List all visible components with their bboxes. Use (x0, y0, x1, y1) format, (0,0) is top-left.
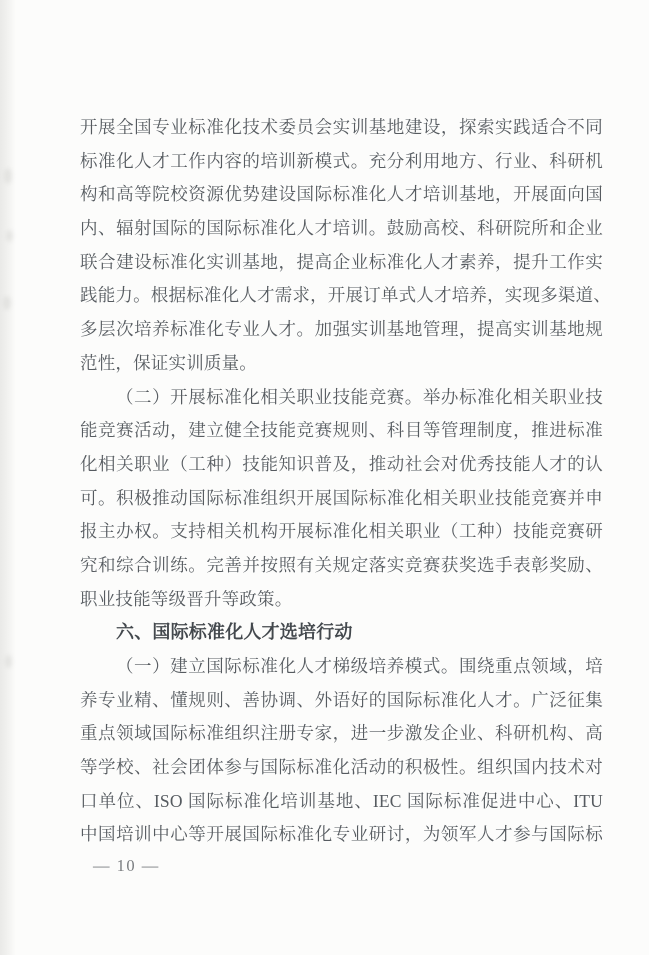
text-line: 究和综合训练。完善并按照有关规定落实竞赛获奖选手表彰奖励、 (80, 554, 603, 575)
text-line: 职业技能等级晋升等政策。 (80, 588, 293, 609)
text-line: 联合建设标准化实训基地，提高企业标准化人才素养，提升工作实 (80, 251, 603, 272)
scan-smudge (3, 296, 11, 310)
document-body (80, 111, 611, 852)
scan-smudge (6, 230, 13, 242)
text-line: （二）开展标准化相关职业技能竞赛。举办标准化相关职业技 (116, 386, 603, 407)
text-line: 内、辐射国际的国际标准化人才培训。鼓励高校、科研院所和企业 (80, 218, 603, 239)
scan-smudge (4, 168, 12, 184)
text-line: 化相关职业（工种）技能知识普及，推动社会对优秀技能人才的认 (80, 453, 603, 474)
text-line: 开展全国专业标准化技术委员会实训基地建设，探索实践适合不同 (80, 117, 603, 137)
scan-smudge (5, 655, 12, 668)
text-line: 等学校、社会团体参与国际标准化活动的积极性。组织国内技术对 (80, 757, 603, 778)
text-line: 可。积极推动国际标准组织开展国际标准化相关职业技能竞赛并申 (80, 487, 603, 508)
text-line: 报主办权。支持相关机构开展标准化相关职业（工种）技能竞赛研 (80, 521, 603, 542)
text-line: 口单位、ISO 国际标准化培训基地、IEC 国际标准促进中心、ITU (80, 790, 603, 811)
text-line: 构和高等院校资源优势建设国际标准化人才培训基地，开展面向国 (80, 184, 603, 205)
text-line: 养专业精、懂规则、善协调、外语好的国际标准化人才。广泛征集 (80, 689, 603, 710)
text-line: （一）建立国际标准化人才梯级培养模式。围绕重点领域，培 (116, 656, 603, 676)
scan-edge-shadow (0, 0, 16, 955)
text-line: 范性，保证实训质量。 (80, 352, 257, 373)
text-line: 多层次培养标准化专业人才。加强实训基地管理，提高实训基地规 (80, 319, 603, 340)
text-line: 能竞赛活动，建立健全技能竞赛规则、科目等管理制度，推进标准 (80, 420, 603, 441)
text-line: 重点领域国际标准组织注册专家，进一步激发企业、科研机构、高 (80, 723, 603, 744)
section-heading: 六、国际标准化人才选培行动 (116, 622, 353, 643)
text-line: 中国培训中心等开展国际标准化专业研讨，为领军人才参与国际标 (80, 824, 603, 845)
text-line: 标准化人才工作内容的培训新模式。充分利用地方、行业、科研机 (80, 150, 603, 171)
page-number: — 10 — (93, 856, 160, 875)
text-line: 践能力。根据标准化人才需求，开展订单式人才培养，实现多渠道、 (80, 285, 611, 306)
